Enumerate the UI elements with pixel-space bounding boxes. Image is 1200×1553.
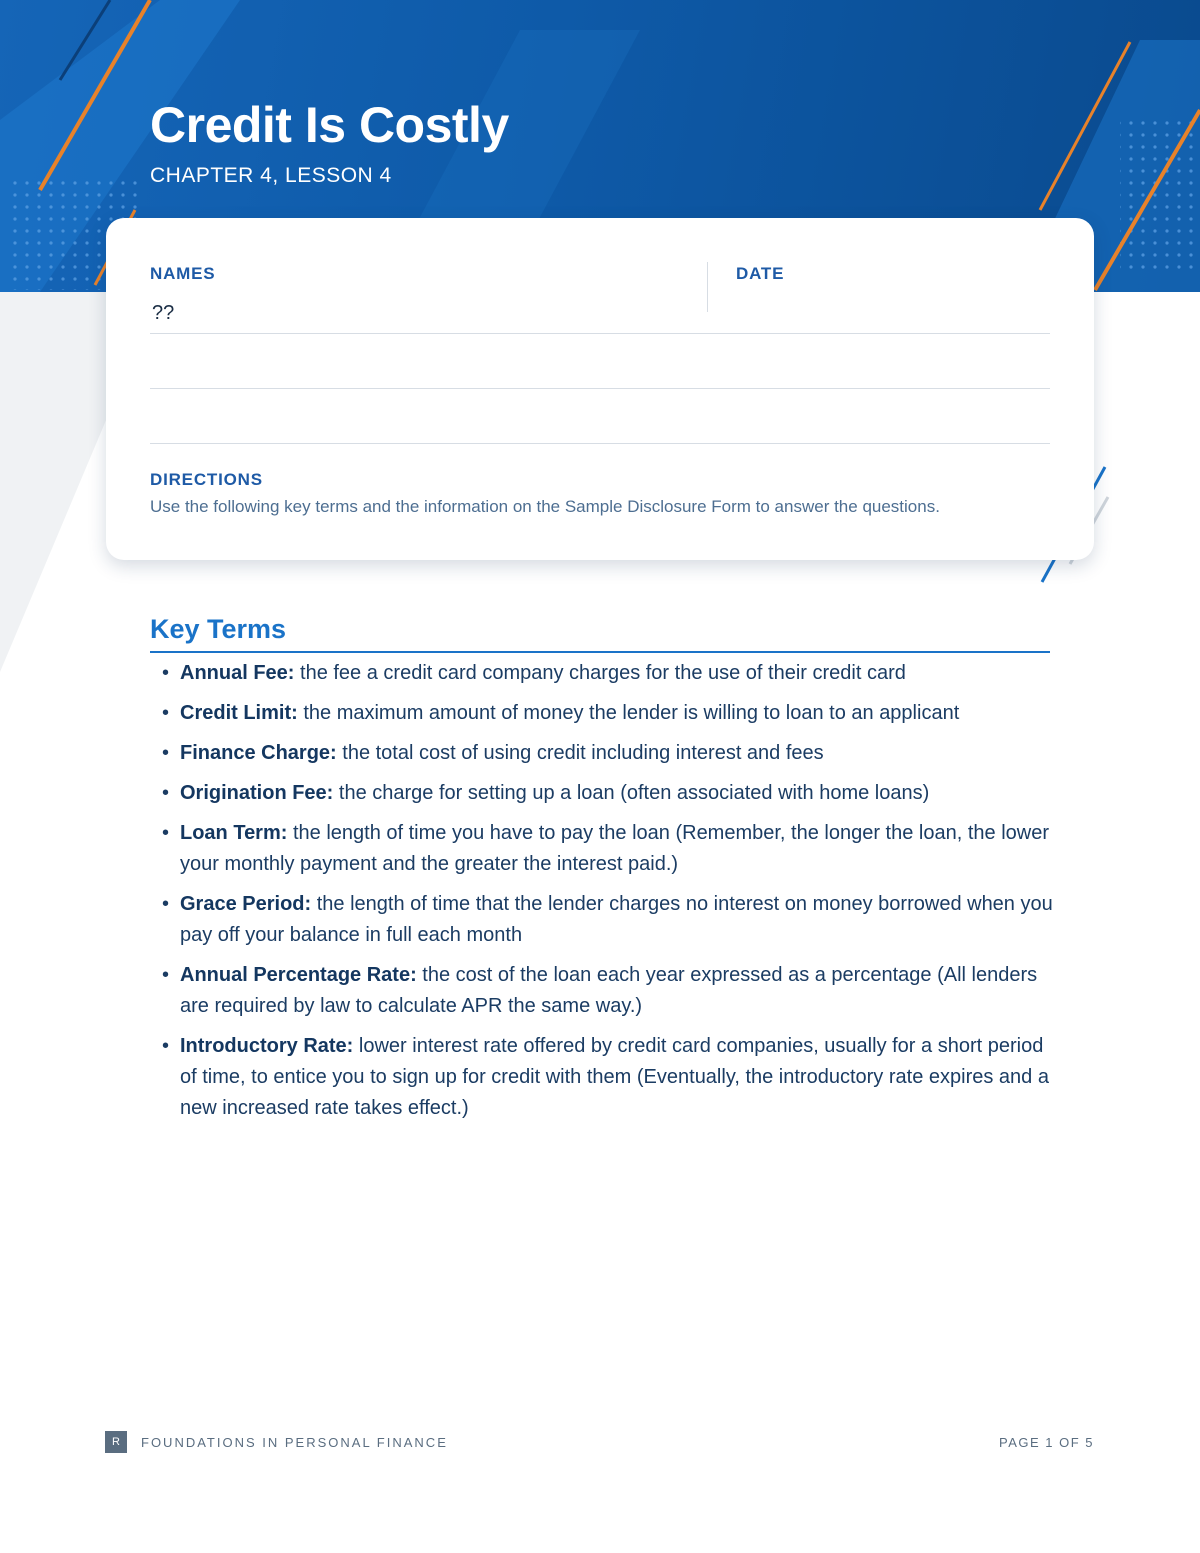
term-definition: the cost of the loan each year expressed as a percentage (All lenders are required by law to calculate APR the same way.) — [180, 964, 1038, 1017]
brand-logo-icon: R — [105, 1431, 127, 1453]
term-name: Introductory Rate: — [180, 1035, 354, 1057]
page-number: PAGE 1 OF 5 — [998, 1435, 1094, 1450]
names-field[interactable]: ?? — [152, 302, 175, 324]
key-term-item — [160, 1031, 1055, 1124]
term-name: Annual Fee: — [180, 662, 295, 684]
term-definition: the length of time that the lender charges no interest on money borrowed when you pay off your balance in full each month — [180, 893, 1053, 946]
key-term-item — [160, 889, 1055, 951]
term-definition: the charge for setting up a loan (often associated with home loans) — [333, 782, 930, 804]
footer-course-title: FOUNDATIONS IN PERSONAL FINANCE — [141, 1435, 448, 1450]
key-term-item — [160, 778, 1055, 809]
term-name: Loan Term: — [180, 822, 288, 844]
term-definition: the fee a credit card company charges for the use of their credit card — [294, 662, 906, 684]
term-definition: lower interest rate offered by credit card companies, usually for a short period of time, to entice you to sign up for credit with them (Eventually, the introductory rate expires and a new increased rate takes effect.) — [180, 1035, 1049, 1119]
term-name: Finance Charge: — [180, 742, 337, 764]
term-name: Origination Fee: — [180, 782, 334, 804]
directions-text: Use the following key terms and the information on the Sample Disclosure Form to answer the questions. — [150, 497, 940, 516]
names-line-3[interactable] — [150, 443, 1050, 444]
term-name: Credit Limit: — [180, 702, 298, 724]
term-definition: the maximum amount of money the lender is willing to loan to an applicant — [297, 702, 960, 724]
page-title: Credit Is Costly — [150, 97, 509, 153]
key-terms-list — [160, 658, 1055, 1133]
names-line-1[interactable] — [150, 333, 1050, 334]
field-divider — [707, 262, 708, 312]
date-field[interactable] — [736, 302, 936, 328]
key-terms-rule — [150, 651, 1050, 653]
term-definition: the total cost of using credit including interest and fees — [336, 742, 824, 764]
term-name: Annual Percentage Rate: — [180, 964, 417, 986]
key-term-item — [160, 658, 1055, 689]
student-info-card — [106, 218, 1094, 560]
date-label: DATE — [736, 264, 785, 283]
key-term-item — [160, 960, 1055, 1022]
term-name: Grace Period: — [180, 893, 312, 915]
chapter-subtitle: CHAPTER 4, LESSON 4 — [150, 164, 392, 187]
names-label: NAMES — [150, 264, 216, 283]
key-terms-heading: Key Terms — [150, 614, 287, 644]
key-term-item — [160, 818, 1055, 880]
directions-label: DIRECTIONS — [150, 470, 263, 489]
names-line-2[interactable] — [150, 388, 1050, 389]
term-definition: the length of time you have to pay the loan (Remember, the longer the loan, the lower your monthly payment and the greater the interest paid.) — [180, 822, 1049, 875]
key-term-item — [160, 738, 1055, 769]
key-term-item — [160, 698, 1055, 729]
